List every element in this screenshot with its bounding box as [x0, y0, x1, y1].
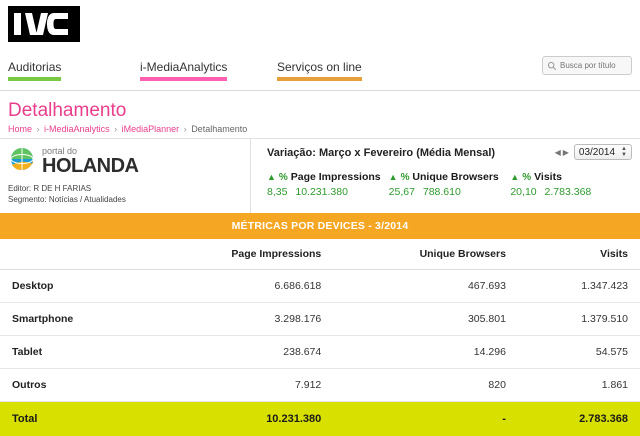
- cell-unique-browsers: 305.801: [333, 303, 518, 336]
- cell-page-impressions: 3.298.176: [143, 303, 334, 336]
- metric-absolute-value: 788.610: [423, 186, 461, 198]
- cell-page-impressions: 6.686.618: [143, 270, 334, 303]
- metric-values: [510, 186, 626, 198]
- editor-label: Editor: R DE H FARIAS: [8, 183, 243, 194]
- cell-unique-browsers: 467.693: [333, 270, 518, 303]
- cell-device: Tablet: [0, 336, 143, 369]
- table-footer: [0, 402, 640, 436]
- search-input[interactable]: [560, 61, 627, 70]
- nav-underline-auditorias: [8, 77, 61, 81]
- breadcrumb-item-home[interactable]: Home: [8, 124, 32, 134]
- triangle-up-icon: ▲: [267, 172, 276, 182]
- cell-total-visits: 2.783.368: [518, 402, 640, 436]
- cell-unique-browsers: 820: [333, 369, 518, 402]
- search-box[interactable]: [542, 56, 632, 75]
- table-title-band: MÉTRICAS POR DEVICES - 3/2014: [0, 213, 640, 239]
- nav-item-auditorias[interactable]: [8, 60, 61, 81]
- brand-name-big: HOLANDA: [42, 156, 139, 176]
- metric-title-label: Unique Browsers: [412, 171, 498, 183]
- metric-title: [510, 171, 626, 183]
- cell-device: Outros: [0, 369, 143, 402]
- brand-block: [8, 145, 243, 205]
- segment-label: Segmento: Notícias / Atualidades: [8, 194, 243, 205]
- top-bar: [0, 0, 640, 52]
- cell-visits: 1.379.510: [518, 303, 640, 336]
- period-select-value[interactable]: [574, 144, 632, 160]
- nav-item-imediaanalytics[interactable]: [140, 60, 227, 81]
- table-row: [0, 369, 640, 402]
- metric-page-impressions: [267, 171, 389, 198]
- cell-page-impressions: 7.912: [143, 369, 334, 402]
- metric-pct-symbol: %: [522, 172, 531, 183]
- variation-heading: Variação: Março x Fevereiro (Média Mensal): [251, 139, 640, 159]
- page-title: Detalhamento: [8, 100, 640, 122]
- metric-pct-symbol: %: [279, 172, 288, 183]
- triangle-up-icon: ▲: [510, 172, 519, 182]
- cell-total-unique-browsers: -: [333, 402, 518, 436]
- metric-pct-value: 25,67: [389, 186, 415, 198]
- column-header-page-impressions: Page Impressions: [143, 239, 334, 270]
- table-header-row: [0, 239, 640, 270]
- cell-visits: 54.575: [518, 336, 640, 369]
- cell-unique-browsers: 14.296: [333, 336, 518, 369]
- cell-visits: 1.347.423: [518, 270, 640, 303]
- chevron-right-icon[interactable]: ▶: [563, 148, 571, 157]
- chevron-left-icon[interactable]: ◀: [555, 148, 563, 157]
- table-body: [0, 270, 640, 402]
- cell-device: Smartphone: [0, 303, 143, 336]
- breadcrumb-separator: ›: [114, 124, 117, 134]
- table-row: [0, 336, 640, 369]
- nav-item-servicos-on-line[interactable]: [277, 60, 362, 81]
- nav-underline-servicos: [277, 77, 362, 81]
- metric-title: [389, 171, 505, 183]
- metric-absolute-value: 10.231.380: [295, 186, 348, 198]
- breadcrumb-item-detalhamento: Detalhamento: [191, 124, 247, 134]
- metric-visits: [510, 171, 632, 198]
- table-header: [0, 239, 640, 270]
- breadcrumb: [8, 124, 640, 138]
- brand-wordmark: [42, 146, 139, 176]
- breadcrumb-separator: ›: [184, 124, 187, 134]
- brand-logo: [8, 145, 243, 177]
- column-header-visits: Visits: [518, 239, 640, 270]
- cell-total-label: Total: [0, 402, 143, 436]
- cell-page-impressions: 238.674: [143, 336, 334, 369]
- cell-total-page-impressions: 10.231.380: [143, 402, 334, 436]
- column-header-device: [0, 239, 143, 270]
- main-navigation: [0, 52, 640, 91]
- cell-device: Desktop: [0, 270, 143, 303]
- table-total-row: [0, 402, 640, 436]
- metric-pct-symbol: %: [401, 172, 410, 183]
- metric-title-label: Page Impressions: [291, 171, 381, 183]
- brand-meta: [8, 183, 243, 205]
- variation-panel: [250, 139, 640, 213]
- search-icon: [547, 61, 557, 71]
- breadcrumb-separator: ›: [37, 124, 40, 134]
- devices-metrics-table: [0, 239, 640, 436]
- metric-unique-browsers: [389, 171, 511, 198]
- breadcrumb-item-imediaplanner[interactable]: iMediaPlanner: [122, 124, 180, 134]
- stepper-icon[interactable]: ▲ ▼: [621, 146, 627, 158]
- metric-title-label: Visits: [534, 171, 562, 183]
- period-selector[interactable]: [555, 144, 632, 160]
- metric-pct-value: 20,10: [510, 186, 536, 198]
- triangle-up-icon: ▲: [389, 172, 398, 182]
- column-header-unique-browsers: Unique Browsers: [333, 239, 518, 270]
- variation-metrics: [267, 171, 632, 198]
- cell-visits: 1.861: [518, 369, 640, 402]
- ivc-logo[interactable]: [8, 6, 80, 42]
- nav-item-label: i-MediaAnalytics: [140, 60, 227, 74]
- table-row: [0, 270, 640, 303]
- info-band: [0, 138, 640, 213]
- metric-absolute-value: 2.783.368: [545, 186, 592, 198]
- nav-item-label: Serviços on line: [277, 60, 362, 74]
- period-value-label: 03/2014: [579, 147, 615, 158]
- table-row: [0, 303, 640, 336]
- globe-icon: [8, 145, 38, 177]
- brand-name-small: portal do: [42, 146, 139, 156]
- period-arrows[interactable]: [555, 148, 571, 157]
- metric-values: [267, 186, 383, 198]
- metric-title: [267, 171, 383, 183]
- nav-underline-imediaanalytics: [140, 77, 227, 81]
- metric-values: [389, 186, 505, 198]
- metric-pct-value: 8,35: [267, 186, 287, 198]
- breadcrumb-item-imediaanalytics[interactable]: i-MediaAnalytics: [44, 124, 110, 134]
- nav-item-label: Auditorias: [8, 60, 61, 74]
